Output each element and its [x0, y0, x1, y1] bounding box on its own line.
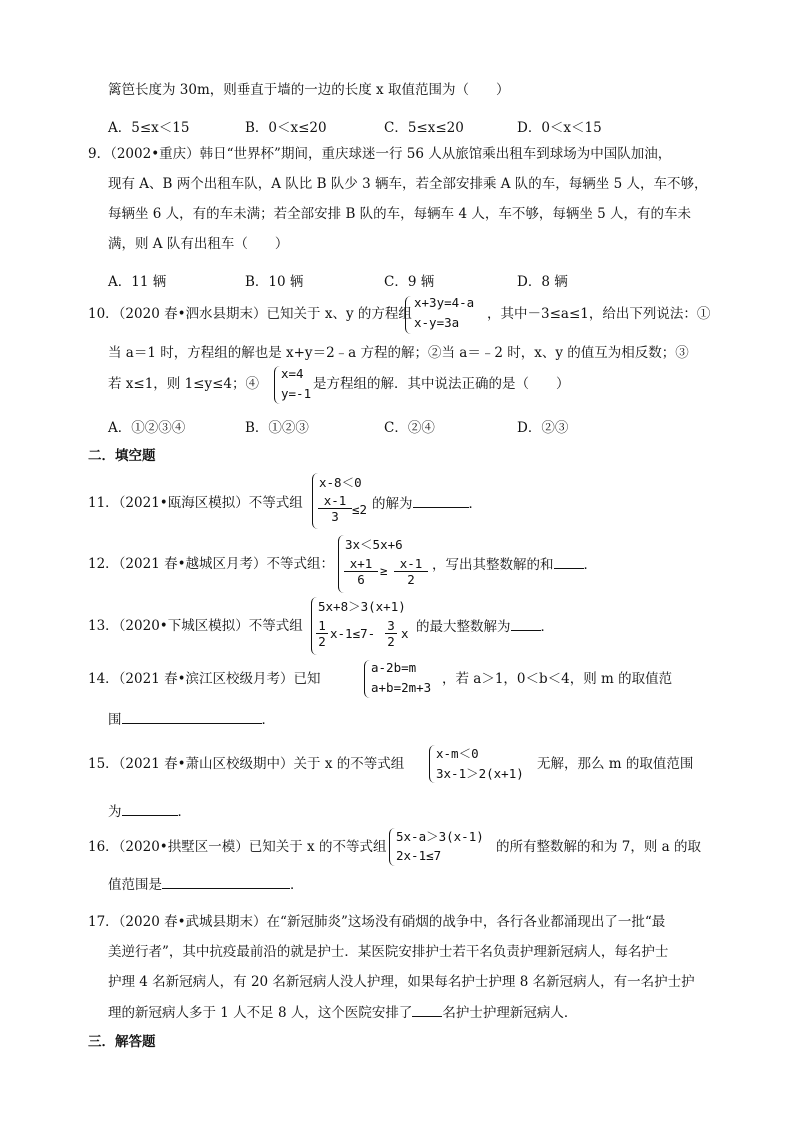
q17-line-1: 17．（2020 春•武城县期末）在“新冠肺炎”这场没有硝烟的战争中，各行各业都涌现出了一批“最 — [88, 914, 666, 930]
q10-prefix: 10．（2020 春•泗水县期末）已知关于 x、y 的方程组 — [88, 306, 412, 322]
q11-suffix — [372, 495, 482, 512]
q10-option-a[interactable]: A．①②③④ — [108, 420, 186, 436]
q9-line-2: 现有 A、B 两个出租车队，A 队比 B 队少 3 辆车，若全部安排乘 A 队的车，每辆坐 5 人，车不够， — [108, 176, 708, 192]
q8-option-d[interactable]: D．0＜x＜15 — [517, 120, 602, 136]
q14-line-2-text: 围 — [108, 712, 122, 728]
q16-system-brace — [389, 828, 396, 866]
q17-line-3: 护理 4 名新冠病人，有 20 名新冠病人没人护理，如果每名护士护理 8 名新冠病人，有一名护士护 — [108, 974, 695, 990]
q15-line-2-text: 为 — [108, 804, 122, 820]
q16-line-2-text: 值范围是 — [108, 877, 162, 893]
q12-relation: ≥ — [380, 563, 388, 578]
q12-suffix-text: ，写出其整数解的和 — [432, 557, 554, 573]
q14-end: ． — [261, 712, 275, 728]
q13-end: ． — [540, 619, 554, 635]
q10-system-row-2: x-y=3a — [414, 315, 460, 330]
section-title-solutions: 三．解答题 — [88, 1034, 156, 1050]
q10-line-2: 当 a＝1 时，方程组的解也是 x+y＝2﹣a 方程的解；②当 a＝﹣2 时，x、y 的值互为相反数；③ — [108, 345, 689, 361]
q13-fraction-three-halves-numerator: 3 — [385, 618, 397, 634]
q13-fraction-half-denominator: 2 — [318, 634, 326, 649]
q12-system-row-1: 3x＜5x+6 — [345, 537, 403, 552]
q15-suffix: 无解，那么 m 的取值范围 — [537, 756, 694, 772]
q13-system-row-2-tail: x — [401, 626, 409, 641]
q13-fraction-three-halves-denominator: 2 — [387, 634, 395, 649]
q14-line-2 — [108, 711, 275, 728]
q12-fraction-left-denominator: 6 — [357, 572, 365, 587]
q10-option-d[interactable]: D．②③ — [517, 420, 569, 436]
q11-end: ． — [468, 496, 482, 512]
q14-system-row-1: a-2b=m — [371, 660, 417, 675]
q12-answer-blank[interactable] — [554, 556, 584, 569]
q15-line-2 — [108, 803, 191, 820]
q17-line-2: 美逆行者”，其中抗疫最前沿的就是护士．某医院安排护士若干名负责护理新冠病人，每名护士 — [108, 944, 669, 960]
q16-line-2 — [108, 876, 304, 893]
q14-system-brace — [364, 660, 371, 698]
q13-suffix — [416, 618, 554, 635]
q12-fraction-right-numerator: x-1 — [394, 556, 428, 572]
q8-option-b[interactable]: B．0＜x≤20 — [245, 120, 327, 136]
q8-stem: 篱笆长度为 30m，则垂直于墙的一边的长度 x 取值范围为（ ） — [108, 82, 510, 98]
q16-suffix: 的所有整数解的和为 7，则 a 的取 — [496, 839, 702, 855]
q10-system-brace — [405, 296, 412, 334]
q14-system-row-2: a+b=2m+3 — [371, 680, 432, 695]
q12-fraction-left-numerator: x+1 — [344, 556, 378, 572]
q9-line-4: 满，则 A 队有出租车（ ） — [108, 236, 289, 252]
q17-line-4a: 理的新冠病人多于 1 人不足 8 人，这个医院安排了 — [108, 1005, 413, 1021]
q15-system-row-2: 3x-1＞2(x+1) — [436, 766, 524, 781]
q14-answer-blank[interactable] — [122, 711, 262, 724]
q13-suffix-text: 的最大整数解为 — [416, 619, 511, 635]
q13-fraction-three-halves — [385, 618, 397, 649]
q15-prefix: 15．（2021 春•萧山区校级期中）关于 x 的不等式组 — [88, 756, 405, 772]
q9-option-c[interactable]: C．9 辆 — [384, 274, 435, 290]
q11-fraction — [318, 493, 352, 524]
q12-prefix: 12．（2021 春•越城区月考）不等式组： — [88, 556, 335, 572]
q16-end: ． — [290, 877, 304, 893]
q13-fraction-half-numerator: 1 — [316, 618, 328, 634]
q13-system-row-2-middle: x-1≤7- — [330, 626, 376, 641]
q14-suffix: ，若 a＞1，0＜b＜4，则 m 的取值范 — [442, 671, 673, 687]
q11-system-row-2-tail: ≤2 — [352, 502, 368, 517]
q12-fraction-right-denominator: 2 — [407, 572, 415, 587]
q13-prefix: 13．（2020•下城区模拟）不等式组 — [88, 618, 303, 634]
q13-answer-blank[interactable] — [511, 618, 541, 631]
q9-line-3: 每辆坐 6 人，有的车未满；若全部安排 B 队的车，每辆车 4 人，车不够，每辆坐 5 人，有的车未 — [108, 206, 692, 222]
q12-end: ． — [583, 557, 597, 573]
q13-fraction-half — [316, 618, 328, 649]
q11-fraction-denominator: 3 — [331, 509, 339, 524]
q8-option-a[interactable]: A．5≤x＜15 — [108, 120, 190, 136]
q17-line-4b: 名护士护理新冠病人． — [442, 1005, 578, 1021]
q11-answer-blank[interactable] — [413, 495, 469, 508]
q16-prefix: 16．（2020•拱墅区一模）已知关于 x 的不等式组 — [88, 839, 387, 855]
q9-option-a[interactable]: A．11 辆 — [108, 274, 167, 290]
q10-solution-brace — [274, 366, 281, 404]
q10-system-row-1: x+3y=4-a — [414, 295, 475, 310]
q10-suffix: ，其中－3≤a≤1，给出下列说法：① — [487, 306, 711, 322]
q17-answer-blank[interactable] — [412, 1004, 442, 1017]
q16-system-row-1: 5x-a＞3(x-1) — [396, 829, 484, 844]
q9-option-d[interactable]: D．8 辆 — [517, 274, 568, 290]
q10-line-3a: 若 x≤1，则 1≤y≤4；④ — [108, 376, 260, 392]
q15-end: ． — [177, 804, 191, 820]
q10-solution-row-2: y=-1 — [281, 386, 312, 401]
q15-system-brace — [429, 745, 436, 783]
q11-prefix: 11．（2021•瓯海区模拟）不等式组 — [88, 495, 303, 511]
q8-option-c[interactable]: C．5≤x≤20 — [384, 120, 464, 136]
q16-system-row-2: 2x-1≤7 — [396, 848, 442, 863]
q17-line-4 — [108, 1004, 577, 1021]
q10-option-b[interactable]: B．①②③ — [245, 420, 309, 436]
q12-fraction-left — [344, 556, 378, 587]
q14-prefix: 14．（2021 春•滨江区校级月考）已知 — [88, 671, 321, 687]
q10-line-3b: 是方程组的解．其中说法正确的是（ ） — [313, 376, 570, 392]
q16-answer-blank[interactable] — [162, 876, 290, 889]
q11-suffix-text: 的解为 — [372, 496, 413, 512]
q10-option-c[interactable]: C．②④ — [384, 420, 435, 436]
q11-fraction-numerator: x-1 — [318, 493, 352, 509]
section-title-fill-in: 二．填空题 — [88, 448, 156, 464]
q12-fraction-right — [394, 556, 428, 587]
q10-solution-row-1: x=4 — [281, 366, 304, 381]
q15-system-row-1: x-m＜0 — [436, 746, 479, 761]
q13-system-row-1: 5x+8＞3(x+1) — [318, 599, 406, 614]
q11-system-row-1: x-8＜0 — [319, 475, 362, 490]
q9-option-b[interactable]: B．10 辆 — [245, 274, 304, 290]
q9-line-1: 9．（2002•重庆）韩日“世界杯”期间，重庆球迷一行 56 人从旅馆乘出租车到球场为中国队加油， — [88, 146, 672, 162]
q12-suffix — [432, 556, 597, 573]
q15-answer-blank[interactable] — [122, 803, 178, 816]
